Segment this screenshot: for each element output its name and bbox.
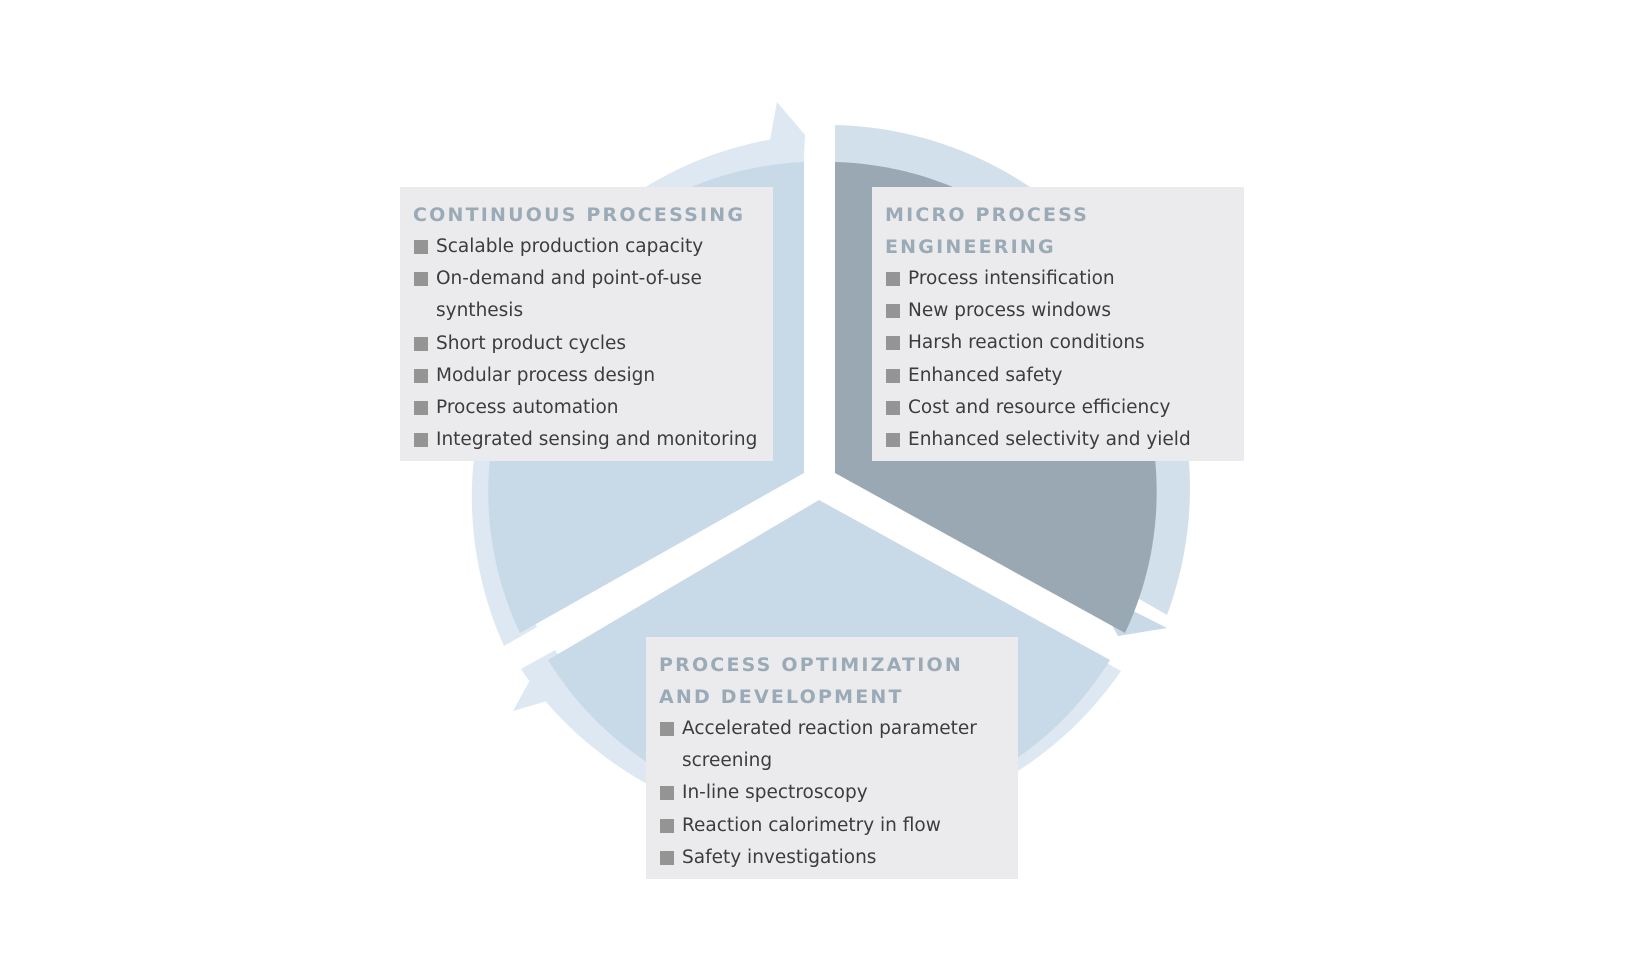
- square-bullet-icon: [886, 304, 900, 318]
- list-item: Modular process design: [413, 360, 761, 392]
- continuous-processing-panel: [400, 187, 773, 461]
- square-bullet-icon: [660, 722, 674, 736]
- list-item: Harsh reaction conditions: [885, 327, 1232, 359]
- list-item: New process windows: [885, 295, 1232, 327]
- panel-title: MICRO PROCESS ENGINEERING: [885, 204, 1090, 258]
- panel-title: CONTINUOUS PROCESSING: [413, 204, 746, 226]
- list-item: On-demand and point-of-use synthesis: [413, 263, 761, 327]
- square-bullet-icon: [660, 786, 674, 800]
- list-item: Process automation: [413, 392, 761, 424]
- list-item: Accelerated reaction parameter screening: [659, 713, 1006, 777]
- list-item: Reaction calorimetry in flow: [659, 810, 1006, 842]
- square-bullet-icon: [414, 272, 428, 286]
- feature-list: [659, 713, 1006, 874]
- square-bullet-icon: [886, 433, 900, 447]
- list-item: Scalable production capacity: [413, 231, 761, 263]
- list-item: Cost and resource efficiency: [885, 392, 1232, 424]
- square-bullet-icon: [414, 369, 428, 383]
- list-item: Process intensification: [885, 263, 1232, 295]
- panel-title: PROCESS OPTIMIZATION AND DEVELOPMENT: [659, 654, 963, 708]
- square-bullet-icon: [660, 851, 674, 865]
- square-bullet-icon: [660, 819, 674, 833]
- list-item: Short product cycles: [413, 328, 761, 360]
- feature-list: [413, 231, 761, 456]
- process-optimization-panel: [646, 637, 1018, 879]
- list-item: Enhanced safety: [885, 360, 1232, 392]
- square-bullet-icon: [886, 369, 900, 383]
- list-item: In-line spectroscopy: [659, 777, 1006, 809]
- feature-list: [885, 263, 1232, 456]
- list-item: Enhanced selectivity and yield: [885, 424, 1232, 456]
- square-bullet-icon: [886, 336, 900, 350]
- list-item: Safety investigations: [659, 842, 1006, 874]
- square-bullet-icon: [414, 337, 428, 351]
- square-bullet-icon: [414, 240, 428, 254]
- square-bullet-icon: [886, 272, 900, 286]
- square-bullet-icon: [886, 401, 900, 415]
- list-item: Integrated sensing and monitoring: [413, 424, 761, 456]
- micro-process-engineering-panel: [872, 187, 1244, 461]
- square-bullet-icon: [414, 401, 428, 415]
- square-bullet-icon: [414, 433, 428, 447]
